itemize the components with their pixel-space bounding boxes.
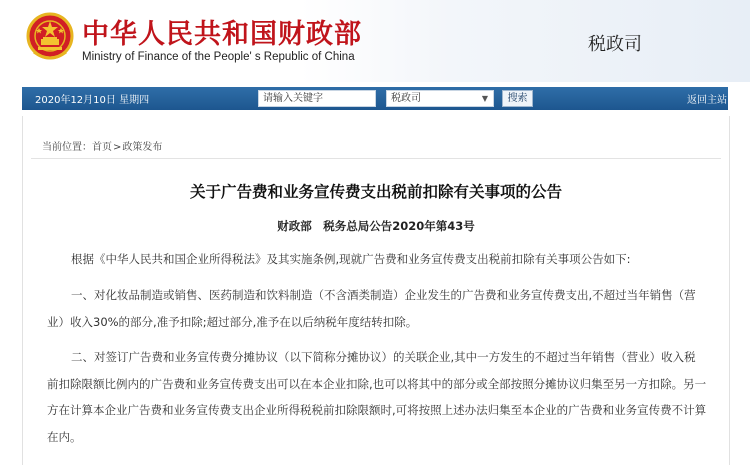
- search-scope-select[interactable]: [386, 90, 494, 107]
- breadcrumb: [42, 138, 162, 153]
- site-title-english: Ministry of Finance of the People' s Republic of China: [82, 51, 355, 63]
- document-number: 财政部 税务总局公告2020年第43号: [277, 219, 475, 233]
- content-panel: [22, 116, 730, 465]
- back-home-link[interactable]: 返回主站: [687, 95, 727, 106]
- article-paragraph: 二、对签订广告费和业务宣传费分摊协议（以下简称分摊协议）的关联企业,其中一方发生的不超过当年销售（营业）收入税前扣除限额比例内的广告费和业务宣传费支出可以在本企业扣除,也可以将其中的部分或全部按照分摊协议归集至另一方扣除。另一方在计算本企业广告费和业务宣传费支出企业所得税税前扣除限额时,可将按照上述办法归集至本企业的广告费和业务宣传费不计算在内。: [47, 350, 707, 444]
- article-title: 关于广告费和业务宣传费支出税前扣除有关事项的公告: [189, 183, 562, 201]
- navigation-bar: [22, 87, 728, 110]
- site-title: 中华人民共和国财政部: [82, 19, 362, 50]
- chevron-down-icon: ▼: [481, 94, 489, 103]
- national-emblem-icon[interactable]: [26, 12, 74, 62]
- search-input[interactable]: 请输入关键字: [258, 90, 376, 107]
- department-name: 税政司: [588, 34, 642, 55]
- search-button[interactable]: 搜索: [502, 90, 533, 107]
- breadcrumb-policy-link[interactable]: 政策发布: [122, 142, 163, 153]
- divider: [31, 158, 721, 159]
- article-paragraph: 根据《中华人民共和国企业所得税法》及其实施条例,现就广告费和业务宣传费支出税前扣除有关事项公告如下:: [71, 252, 631, 266]
- search-scope-value: 税政司: [391, 93, 421, 104]
- site-header: [0, 0, 750, 82]
- breadcrumb-separator: >: [113, 142, 122, 153]
- breadcrumb-prefix: 当前位置：: [42, 142, 92, 153]
- current-date: 2020年12月10日 星期四: [35, 95, 150, 106]
- breadcrumb-home-link[interactable]: 首页: [92, 142, 112, 153]
- article-paragraph: 一、对化妆品制造或销售、医药制造和饮料制造（不含酒类制造）企业发生的广告费和业务宣传费支出,不超过当年销售（营业）收入30%的部分,准予扣除;超过部分,准予在以后纳税年度结转扣除。: [47, 288, 696, 329]
